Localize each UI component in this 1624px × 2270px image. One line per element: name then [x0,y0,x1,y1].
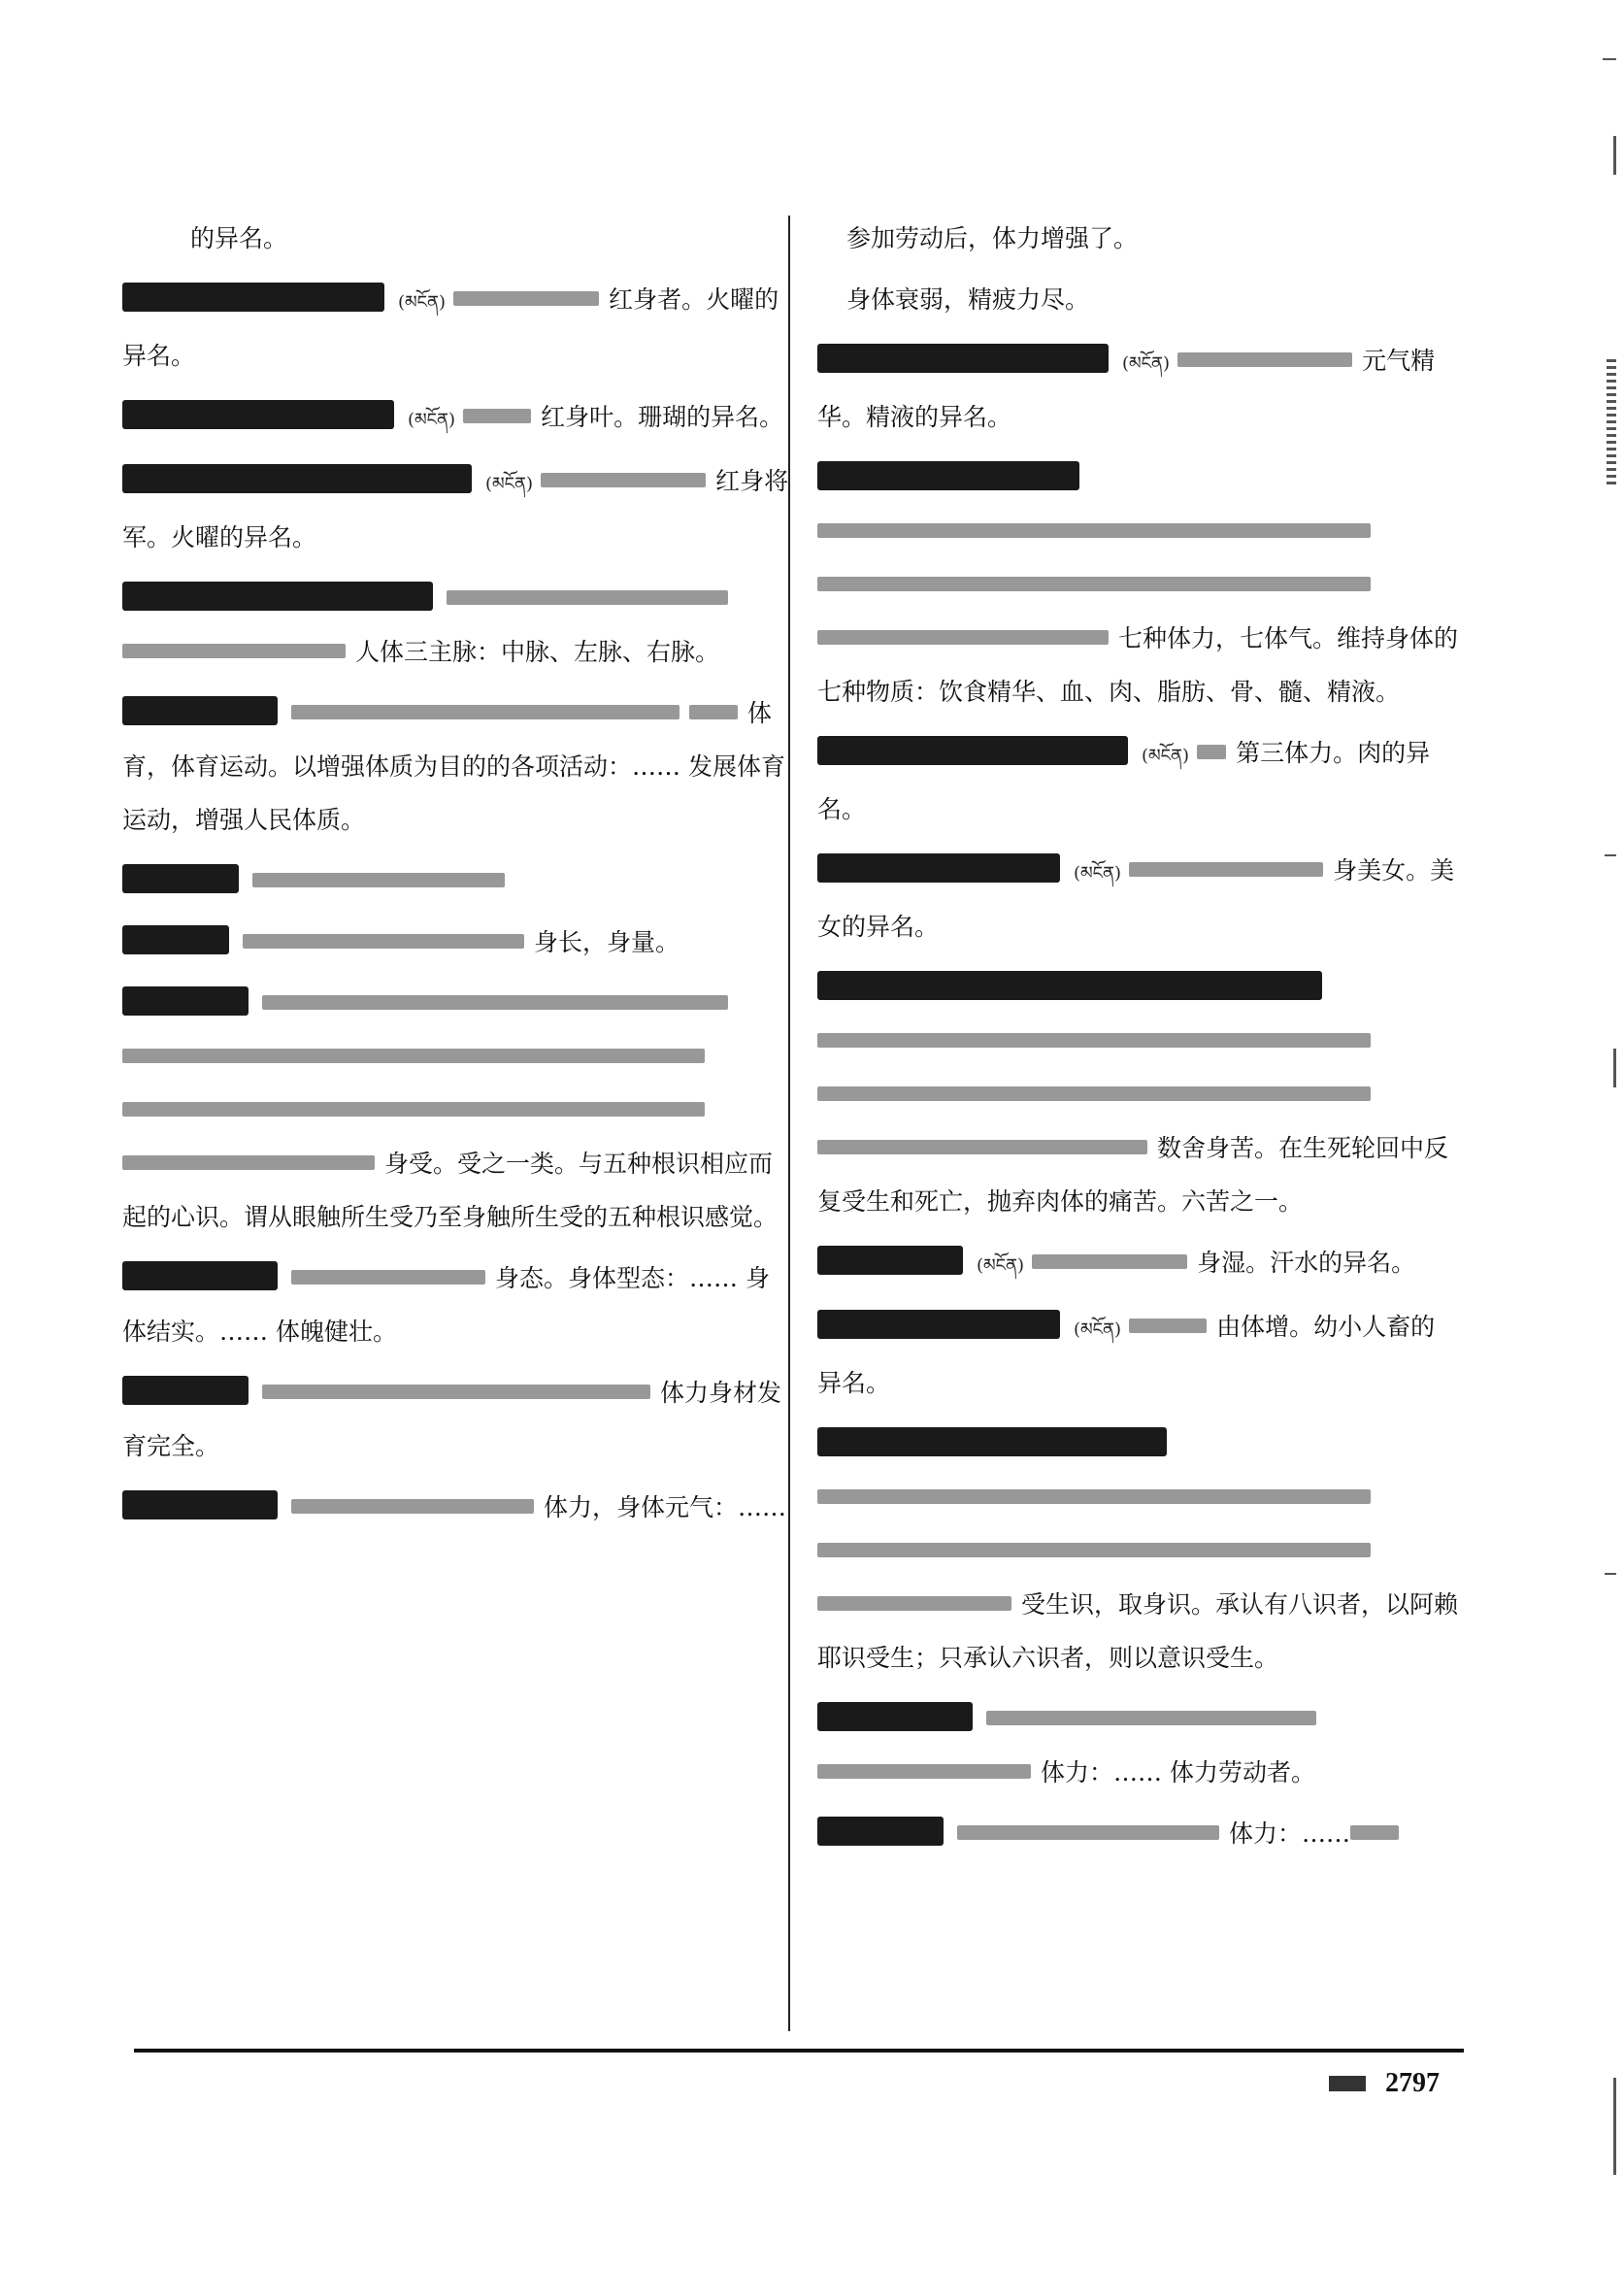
tibetan-headword [122,986,249,1016]
definition-text: 身受。受之一类。与五种根识相应而起的心识。谓从眼触所生受乃至身触所生受的五种根识感觉。 [122,1150,779,1231]
page-footer [1329,2068,1440,2099]
definition-text: 受生识，取身识。承认有八识者，以阿赖耶识受生；只承认六识者，则以意识受生。 [817,1590,1459,1672]
entry-fragment [817,273,1458,326]
tibetan-text [463,409,531,423]
tibetan-text [541,473,706,487]
tibetan-text [817,1033,1371,1048]
tibetan-text [817,1764,1031,1779]
dictionary-entry [122,1366,792,1473]
dictionary-entry [122,273,792,383]
right-column [817,212,1458,1868]
tibetan-headword [122,582,433,611]
tibetan-text [453,291,599,306]
left-column [122,212,792,1542]
tibetan-text [291,705,679,719]
dictionary-entry [817,334,1458,444]
dictionary-entry [122,977,792,1244]
source-tag: (མངོན) [1142,746,1190,766]
page-number: 2797 [1385,2068,1440,2098]
dictionary-entry [817,451,1458,718]
dictionary-entry [817,1300,1458,1410]
definition-text: 由体增。幼小人畜的异名。 [817,1313,1436,1397]
footer-rule [134,2049,1464,2053]
tibetan-text [817,1596,1011,1611]
tibetan-text [262,1385,650,1399]
dictionary-entry [817,961,1458,1228]
tibetan-text [122,1155,375,1170]
tibetan-headword [122,925,229,954]
definition-text: 体力，身体元气：…… [544,1493,787,1521]
fragment-text: 参加劳动后，体力增强了。 [846,224,1139,252]
definition-text: 数舍身苦。在生死轮回中反复受生和死亡，抛弃肉体的痛苦。六苦之一。 [817,1134,1449,1216]
tibetan-text [986,1711,1316,1725]
dictionary-entry [817,1692,1458,1799]
dictionary-entry [122,572,792,679]
entry-fragment: 的异名。 [190,224,288,252]
tibetan-headword [817,1702,973,1731]
tibetan-headword [122,696,278,725]
tibetan-text [291,1270,485,1285]
tibetan-text [689,705,738,719]
tibetan-headword [122,400,394,429]
tibetan-text [817,630,1109,645]
tibetan-headword [122,283,384,312]
tibetan-text [817,1489,1371,1504]
tibetan-text [1197,745,1226,759]
tibetan-headword [122,1490,278,1519]
tibetan-text [122,1049,705,1063]
tibetan-text [1129,1319,1207,1333]
tibetan-text [1177,352,1352,367]
tibetan-headword [817,971,1322,1000]
tibetan-text [262,995,728,1010]
tibetan-text [243,934,524,949]
source-tag: (མངོན) [1122,353,1171,374]
tibetan-headword [122,1261,278,1290]
source-tag: (མངོན) [408,410,456,430]
fragment-text: 身体衰弱，精疲力尽。 [846,285,1090,314]
tibetan-headword [817,1310,1060,1339]
tibetan-text [817,577,1371,591]
dictionary-entry [817,726,1458,836]
tibetan-headword [817,1246,963,1275]
tibetan-text [817,1543,1371,1557]
definition-text: 人体三主脉：中脉、左脉、右脉。 [355,638,720,666]
source-tag: (མངོན) [485,474,534,494]
tibetan-headword [817,853,1060,883]
tibetan-headword [817,344,1109,373]
tibetan-headword [817,1427,1167,1456]
tibetan-headword [122,464,472,493]
scan-edge-marks [1597,58,1616,2194]
tibetan-text [957,1825,1219,1840]
entry-fragment [817,212,1458,265]
tibetan-text [1350,1825,1399,1840]
dictionary-entry [122,1481,792,1534]
tibetan-headword [817,736,1128,765]
dictionary-entry [817,1418,1458,1685]
tibetan-text [817,523,1371,538]
dictionary-entry [122,916,792,969]
tibetan-text [122,644,346,658]
dictionary-entry [122,390,792,447]
definition-text: 体力：…… 体力劳动者。 [1041,1758,1315,1786]
dictionary-entry [122,686,792,847]
definition-text: 身长，身量。 [534,928,680,956]
tibetan-text [447,590,728,605]
dictionary-entry [817,844,1458,953]
tibetan-text [817,1086,1371,1101]
definition-text: 体力：…… [1229,1819,1351,1848]
tibetan-text [252,873,505,887]
tibetan-text [122,1102,705,1117]
dictionary-entry [122,1252,792,1358]
definition-text: 体育，体育运动。以增强体质为目的的各项活动：…… 发展体育运动，增强人民体质。 [122,699,785,834]
tibetan-text [291,1499,534,1514]
definition-text: 红身将军。火曜的异名。 [122,467,789,551]
source-tag: (མངོན) [1074,1319,1122,1340]
source-tag: (མངོན) [398,292,447,313]
tibetan-headword [817,461,1079,490]
definition-text: 红身者。火曜的异名。 [122,285,779,370]
source-tag: (མངོན) [1074,863,1122,884]
running-head-tibetan [1329,2076,1366,2091]
definition-text: 第三体力。肉的异名。 [817,739,1431,823]
source-tag: (མངོན) [977,1255,1025,1276]
definition-text: 体力身材发育完全。 [122,1379,782,1460]
definition-text: 元气精华。精液的异名。 [817,347,1436,431]
definition-text: 身美女。美女的异名。 [817,856,1455,941]
tibetan-headword [122,864,239,893]
dictionary-entry [817,1236,1458,1292]
tibetan-text [817,1140,1147,1154]
tibetan-text [1032,1254,1187,1269]
dictionary-entry [817,1807,1458,1860]
definition-text: 身湿。汗水的异名。 [1197,1249,1416,1277]
tibetan-headword [122,1376,249,1405]
dictionary-entry [122,854,792,908]
tibetan-text [1129,862,1323,877]
tibetan-headword [817,1817,944,1846]
definition-text: 红身叶。珊瑚的异名。 [541,403,784,431]
column-divider [788,216,790,2031]
dictionary-entry [122,454,792,564]
definition-text: 七种体力，七体气。维持身体的七种物质：饮食精华、血、肉、脂肪、骨、髓、精液。 [817,624,1459,706]
definition-text: 身态。身体型态：…… 身体结实。…… 体魄健壮。 [122,1264,770,1346]
